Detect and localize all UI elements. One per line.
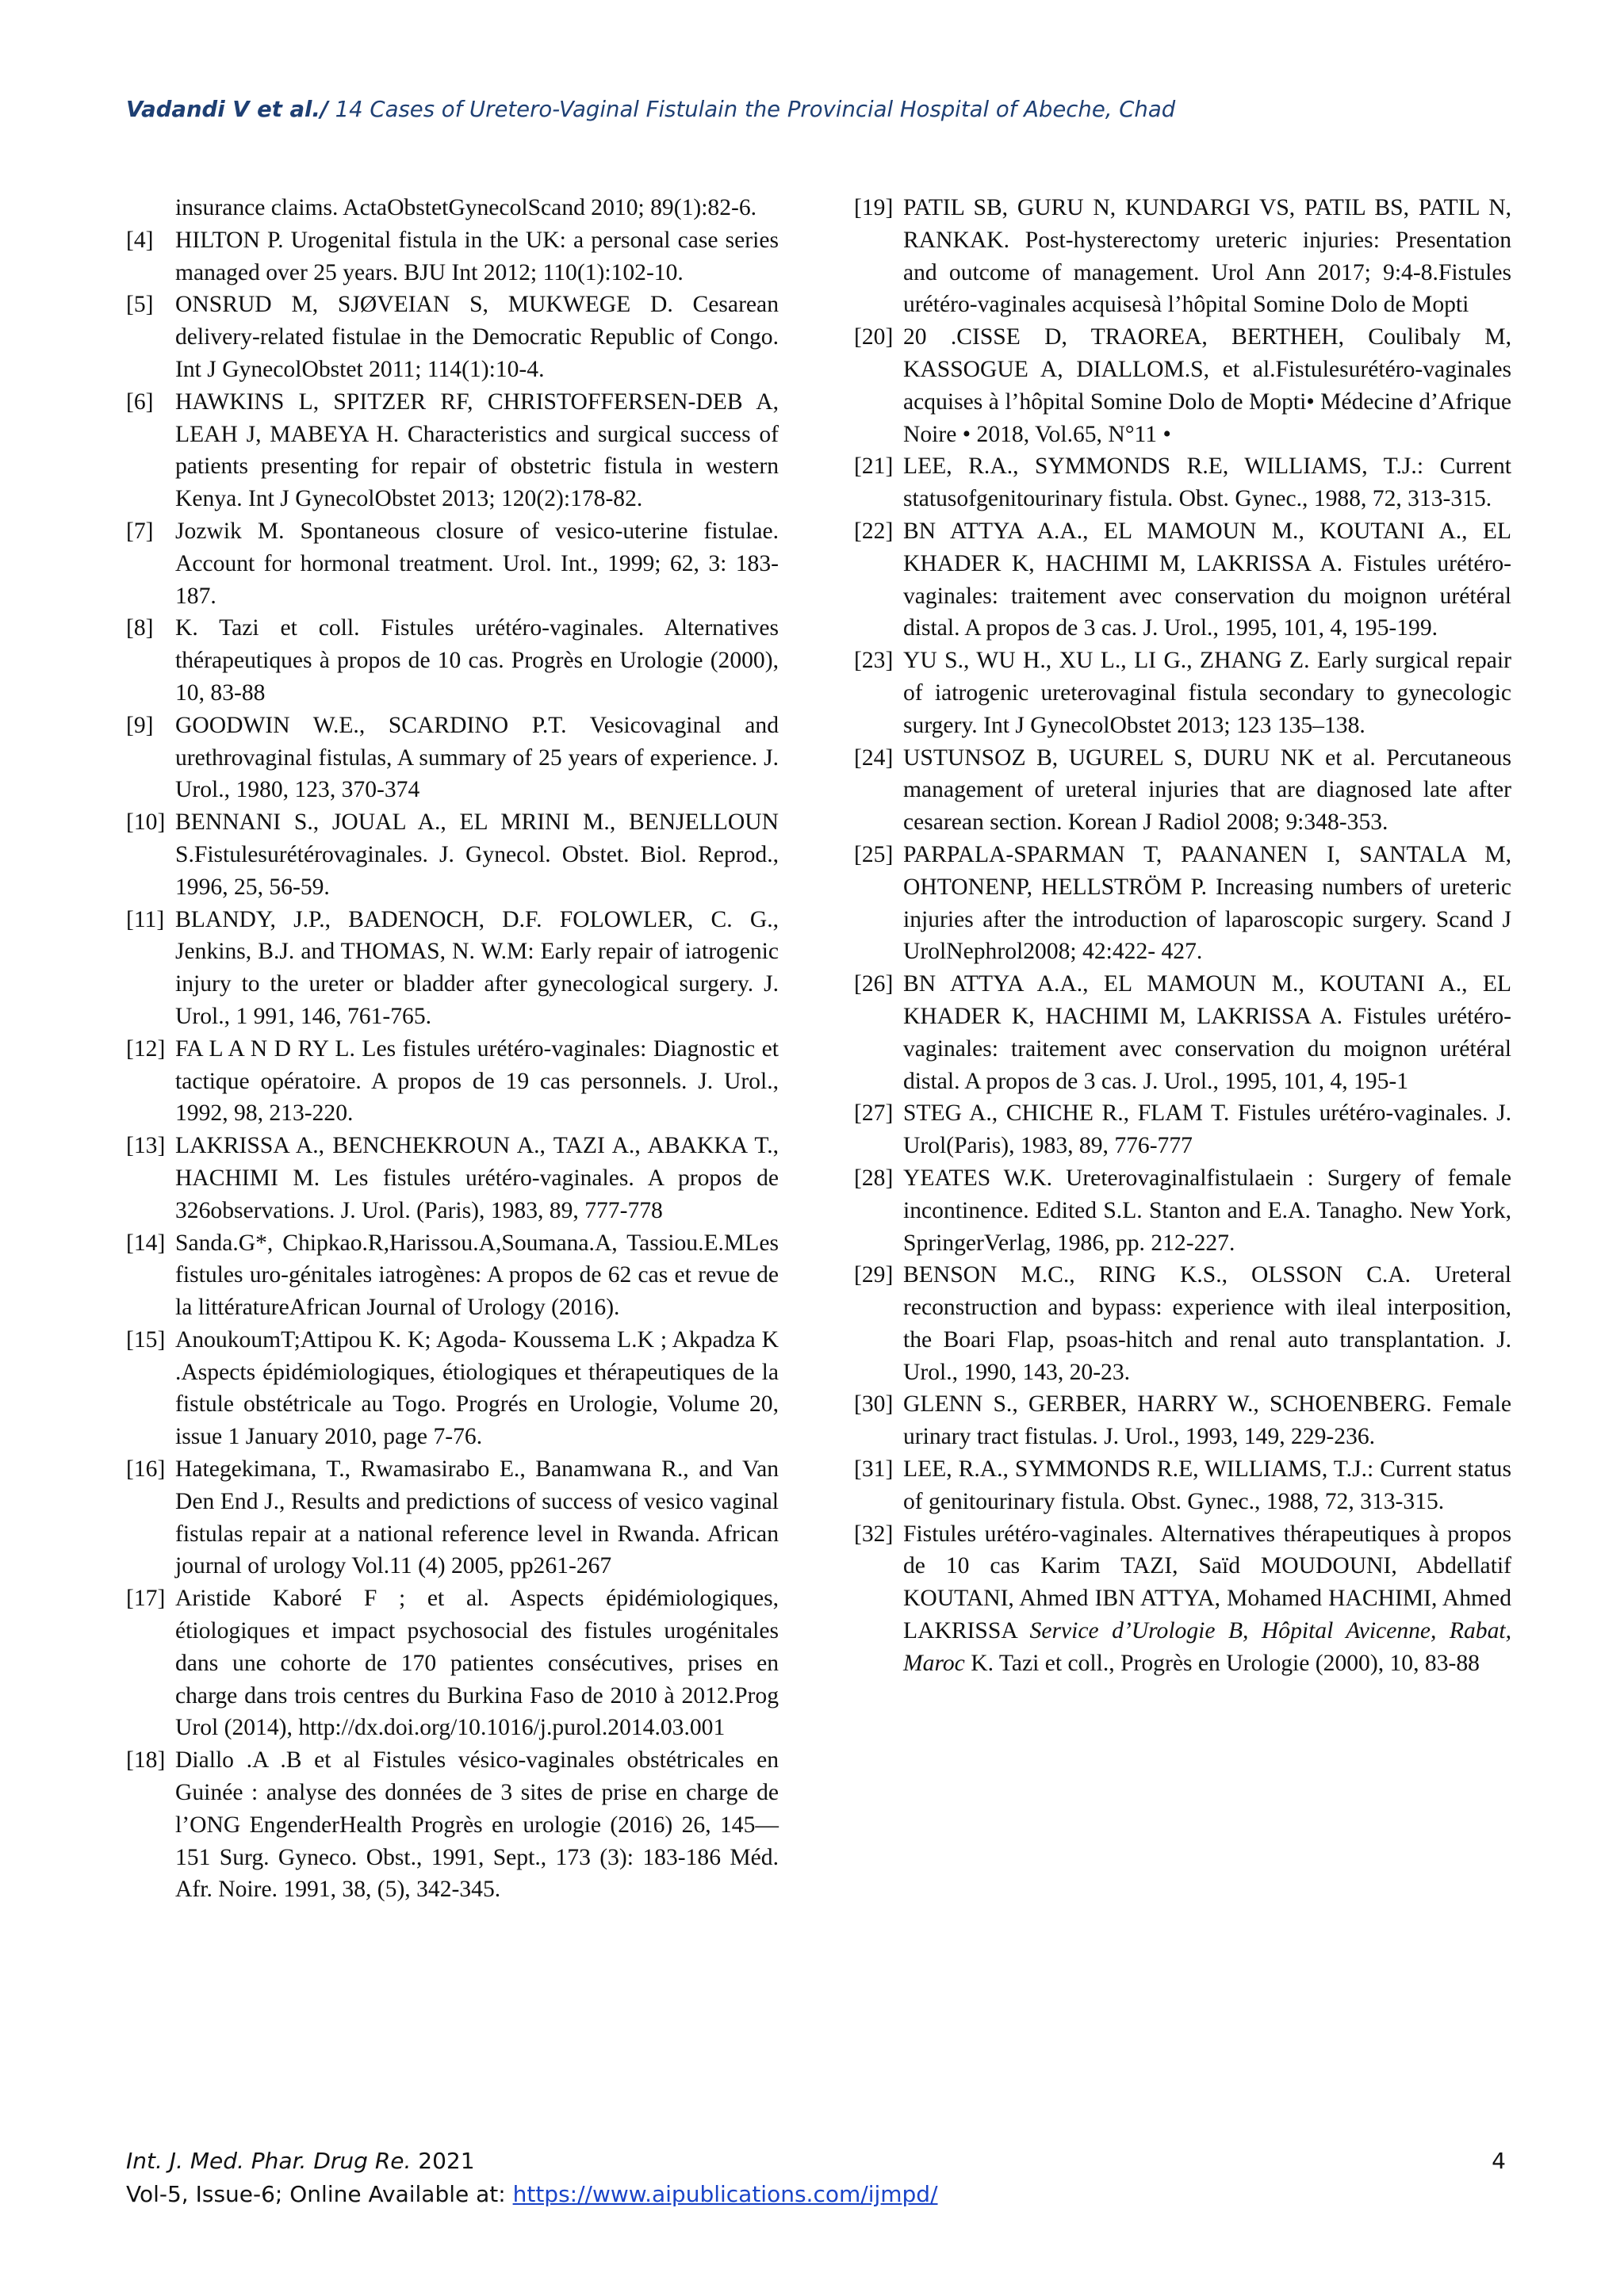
- reference-text: insurance claims. ActaObstetGynecolScand 2010; 89(1):82-6.: [175, 195, 757, 220]
- reference-item: [854, 450, 1511, 515]
- reference-number: [12]: [126, 1035, 166, 1062]
- reference-number: [29]: [854, 1262, 894, 1288]
- reference-text: YU S., WU H., XU L., LI G., ZHANG Z. Early surgical repair of iatrogenic ureterovaginal fistula secondary to gynecologic surgery. Int J GynecolObstet 2013; 123 135–138.: [903, 648, 1511, 738]
- reference-item: [126, 1130, 779, 1226]
- reference-item: [126, 904, 779, 1033]
- reference-number: [9]: [126, 712, 154, 738]
- reference-number: [24]: [854, 744, 894, 771]
- reference-item: [854, 742, 1511, 839]
- reference-text: Hategekimana, T., Rwamasirabo E., Banamwana R., and Van Den End J., Results and predictions of success of vesico vaginal fistulas repair at a national reference level in Rwanda. African journal of urology Vol.11 (4) 2005, pp261-267: [175, 1456, 779, 1579]
- header-authors: Vadandi V et al./: [126, 97, 328, 122]
- reference-text: GOODWIN W.E., SCARDINO P.T. Vesicovaginal and urethrovaginal fistulas, A summary of 25 years of experience. J. Urol., 1980, 123, 370-374: [175, 712, 779, 803]
- reference-number: [10]: [126, 809, 166, 836]
- reference-item: [854, 515, 1511, 645]
- reference-number: [31]: [854, 1456, 894, 1483]
- header-title: 14 Cases of Uretero-Vaginal Fistulain the Provincial Hospital of Abeche, Chad: [327, 97, 1176, 122]
- reference-text: AnoukoumT;Attipou K. K; Agoda- Koussema L.K ; Akpadza K .Aspects épidémiologiques, étiologiques et thérapeutiques de la fistule obstétricale au Togo. Progrés en Urologie, Volume 20, issue 1 January 2010, page 7-76.: [175, 1326, 779, 1450]
- reference-number: [8]: [126, 615, 154, 641]
- reference-number: [15]: [126, 1326, 166, 1353]
- reference-text: [903, 1518, 1511, 1680]
- right-column: [854, 192, 1511, 1680]
- reference-number: [27]: [854, 1100, 894, 1127]
- reference-text: Diallo .A .B et al Fistules vésico-vaginales obstétricales en Guinée : analyse des données de 3 sites de prise en charge de l’ONG EngenderHealth Progrès en urologie (2016) 26, 145—151 Surg. Gyneco. Obst., 1991, Sept., 173 (3): 183-186 Méd. Afr. Noire. 1991, 38, (5), 342-345.: [175, 1747, 779, 1903]
- reference-item: [126, 806, 779, 903]
- reference-number: [32]: [854, 1521, 894, 1547]
- reference-number: [20]: [854, 324, 894, 350]
- reference-text: PATIL SB, GURU N, KUNDARGI VS, PATIL BS, PATIL N, RANKAK. Post-hysterectomy ureteric injuries: Presentation and outcome of management. Urol Ann 2017; 9:4-8.Fistules urétéro-vaginales acquisesà l’hôpital Somine Dolo de Mopti: [903, 195, 1511, 318]
- footer-year: 2021: [411, 2148, 475, 2174]
- footer-journal-line: [126, 2145, 1506, 2178]
- reference-number: [22]: [854, 518, 894, 544]
- reference-text: BN ATTYA A.A., EL MAMOUN M., KOUTANI A., EL KHADER K, HACHIMI M, LAKRISSA A. Fistules urétéro-vaginales: traitement avec conservation du moignon urétéral distal. A propos de 3 cas. J. Urol., 1995, 101, 4, 195-199.: [903, 518, 1511, 641]
- reference-number: [7]: [126, 518, 154, 544]
- reference-text: HILTON P. Urogenital fistula in the UK: a personal case series managed over 25 years. BJU Int 2012; 110(1):102-10.: [175, 227, 779, 285]
- running-header: [126, 97, 1506, 122]
- reference-number: [13]: [126, 1133, 166, 1159]
- reference-text: Aristide Kaboré F ; et al. Aspects épidémiologiques, étiologiques et impact psychosocial des fistules urogénitales dans une cohorte de 170 patientes consécutives, prises en charge dans trois centres du Burkina Faso de 2010 à 2012.Prog Urol (2014), http://dx.doi.org/10.1016/j.purol.2014.03.001: [175, 1586, 779, 1741]
- reference-item: [126, 1324, 779, 1453]
- reference-item: [126, 515, 779, 612]
- reference-item: [126, 386, 779, 515]
- reference-number: [28]: [854, 1165, 894, 1191]
- reference-text: PARPALA-SPARMAN T, PAANANEN I, SANTALA M, OHTONENP, HELLSTRÖM P. Increasing numbers of ureteric injuries after the introduction of laparoscopic surgery. Scand J UrolNephrol2008; 42:422- 427.: [903, 841, 1511, 965]
- reference-item: [854, 839, 1511, 968]
- reference-text: BN ATTYA A.A., EL MAMOUN M., KOUTANI A., EL KHADER K, HACHIMI M, LAKRISSA A. Fistules urétéro-vaginales: traitement avec conservation du moignon urétéral distal. A propos de 3 cas. J. Urol., 1995, 101, 4, 195-1: [903, 971, 1511, 1094]
- reference-item: [126, 1453, 779, 1582]
- reference-item: [126, 224, 779, 289]
- reference-text: 20 .CISSE D, TRAOREA, BERTHEH, Coulibaly M, KASSOGUE A, DIALLOM.S, et al.Fistulesurétéro-vaginales acquises à l’hôpital Somine Dolo de Mopti• Médecine d’Afrique Noire • 2018, Vol.65, N°11 •: [903, 324, 1511, 447]
- reference-item: [854, 1453, 1511, 1518]
- right-reference-list: [854, 192, 1511, 1518]
- reference-number: [19]: [854, 195, 894, 220]
- reference-item: [854, 1259, 1511, 1388]
- reference-text: STEG A., CHICHE R., FLAM T. Fistules urétéro-vaginales. J. Urol(Paris), 1983, 89, 776-777: [903, 1100, 1511, 1159]
- reference-text: USTUNSOZ B, UGUREL S, DURU NK et al. Percutaneous management of ureteral injuries that are diagnosed late after cesarean section. Korean J Radiol 2008; 9:348-353.: [903, 744, 1511, 836]
- footer-journal: Int. J. Med. Phar. Drug Re.: [126, 2148, 412, 2174]
- reference-text: YEATES W.K. Ureterovaginalfistulaein : Surgery of female incontinence. Edited S.L. Stanton and E.A. Tanagho. New York, SpringerVerlag, 1986, pp. 212-227.: [903, 1165, 1511, 1256]
- reference-text: K. Tazi et coll. Fistules urétéro-vaginales. Alternatives thérapeutiques à propos de 10 cas. Progrès en Urologie (2000), 10, 83-88: [175, 615, 779, 706]
- reference-number: [21]: [854, 453, 894, 480]
- reference-item: [854, 321, 1511, 450]
- left-column: [126, 192, 779, 1906]
- reference-text: BLANDY, J.P., BADENOCH, D.F. FOLOWLER, C. G., Jenkins, B.J. and THOMAS, N. W.M: Early repair of iatrogenic injury to the ureter or bladder after gynecological surgery. J. Urol., 1 991, 146, 761-765.: [175, 906, 779, 1029]
- reference-item: [126, 612, 779, 709]
- reference-affiliation: Service d’Urologie B, Hôpital Avicenne, Rabat, Maroc: [903, 1618, 1512, 1676]
- reference-text: Jozwik M. Spontaneous closure of vesico-uterine fistulae. Account for hormonal treatment. Urol. Int., 1999; 62, 3: 183-187.: [175, 518, 779, 609]
- reference-text: ONSRUD M, SJØVEIAN S, MUKWEGE D. Cesarean delivery-related fistulae in the Democratic Republic of Congo. Int J GynecolObstet 2011; 114(1):10-4.: [175, 292, 779, 382]
- reference-number: [11]: [126, 906, 165, 932]
- reference-item: [854, 1097, 1511, 1162]
- reference-number: [14]: [126, 1230, 166, 1256]
- reference-item: [854, 1518, 1511, 1680]
- reference-text: HAWKINS L, SPITZER RF, CHRISTOFFERSEN-DEB A, LEAH J, MABEYA H. Characteristics and surgical success of patients presenting for repair of obstetric fistula in western Kenya. Int J GynecolObstet 2013; 120(2):178-82.: [175, 388, 779, 512]
- page-number: 4: [1492, 2148, 1506, 2174]
- reference-text: LAKRISSA A., BENCHEKROUN A., TAZI A., ABAKKA T., HACHIMI M. Les fistules urétéro-vaginales. A propos de 326observations. J. Urol. (Paris), 1983, 89, 777-778: [175, 1133, 779, 1223]
- reference-number: [25]: [854, 841, 894, 867]
- reference-item: [854, 192, 1511, 321]
- reference-number: [5]: [126, 292, 154, 318]
- reference-text: GLENN S., GERBER, HARRY W., SCHOENBERG. Female urinary tract fistulas. J. Urol., 1993, 149, 229-236.: [903, 1391, 1511, 1450]
- reference-number: [26]: [854, 971, 894, 997]
- reference-text: FA L A N D RY L. Les fistules urétéro-vaginales: Diagnostic et tactique opératoire. A propos de 19 cas personnels. J. Urol., 1992, 98, 213-220.: [175, 1035, 779, 1127]
- reference-item: [126, 1582, 779, 1744]
- reference-item: [126, 1744, 779, 1906]
- reference-text: LEE, R.A., SYMMONDS R.E, WILLIAMS, T.J.: Current statusofgenitourinary fistula. Obst. Gynec., 1988, 72, 313-315.: [903, 453, 1511, 512]
- reference-continuation: [126, 192, 779, 224]
- reference-item: [854, 645, 1511, 741]
- reference-item: [126, 289, 779, 385]
- reference-text: BENNANI S., JOUAL A., EL MRINI M., BENJELLOUN S.Fistulesurétérovaginales. J. Gynecol. Obstet. Biol. Reprod., 1996, 25, 56-59.: [175, 809, 779, 900]
- reference-number: [23]: [854, 648, 894, 674]
- reference-item: [854, 968, 1511, 1097]
- footer-volume-line: [126, 2178, 1506, 2211]
- page-footer: [126, 2145, 1506, 2211]
- reference-number: [6]: [126, 388, 154, 415]
- reference-text: BENSON M.C., RING K.S., OLSSON C.A. Ureteral reconstruction and bypass: experience with ileal interposition, the Boari Flap, psoas-hitch and renal auto transplantation. J. Urol., 1990, 143, 20-23.: [903, 1262, 1511, 1385]
- reference-number: [18]: [126, 1747, 166, 1774]
- footer-url-link[interactable]: https://www.aipublications.com/ijmpd/: [512, 2181, 938, 2207]
- reference-text-source: K. Tazi et coll., Progrès en Urologie (2000), 10, 83-88: [964, 1650, 1480, 1676]
- reference-number: [4]: [126, 227, 154, 253]
- reference-text-authors: Fistules urétéro-vaginales. Alternatives thérapeutiques à propos de 10 cas Karim TAZI, Saïd MOUDOUNI, Abdellatif KOUTANI, Ahmed IBN ATTYA, Mohamed HACHIMI, Ahmed LAKRISSA: [903, 1521, 1511, 1644]
- reference-item: [126, 710, 779, 806]
- reference-text: Sanda.G*, Chipkao.R,Harissou.A,Soumana.A, Tassiou.E.MLes fistules uro-génitales iatrogènes: A propos de 62 cas et revue de la littératureAfrican Journal of Urology (2016).: [175, 1230, 779, 1321]
- reference-item: [854, 1162, 1511, 1259]
- reference-item: [854, 1388, 1511, 1453]
- reference-number: [17]: [126, 1586, 166, 1612]
- footer-volume: Vol-5, Issue-6; Online Available at:: [126, 2181, 513, 2207]
- reference-number: [16]: [126, 1456, 166, 1483]
- reference-item: [126, 1033, 779, 1130]
- reference-number: [30]: [854, 1391, 894, 1418]
- reference-text: LEE, R.A., SYMMONDS R.E, WILLIAMS, T.J.: Current status of genitourinary fistula. Obst. Gynec., 1988, 72, 313-315.: [903, 1456, 1511, 1514]
- left-reference-list: [126, 224, 779, 1906]
- reference-item: [126, 1227, 779, 1324]
